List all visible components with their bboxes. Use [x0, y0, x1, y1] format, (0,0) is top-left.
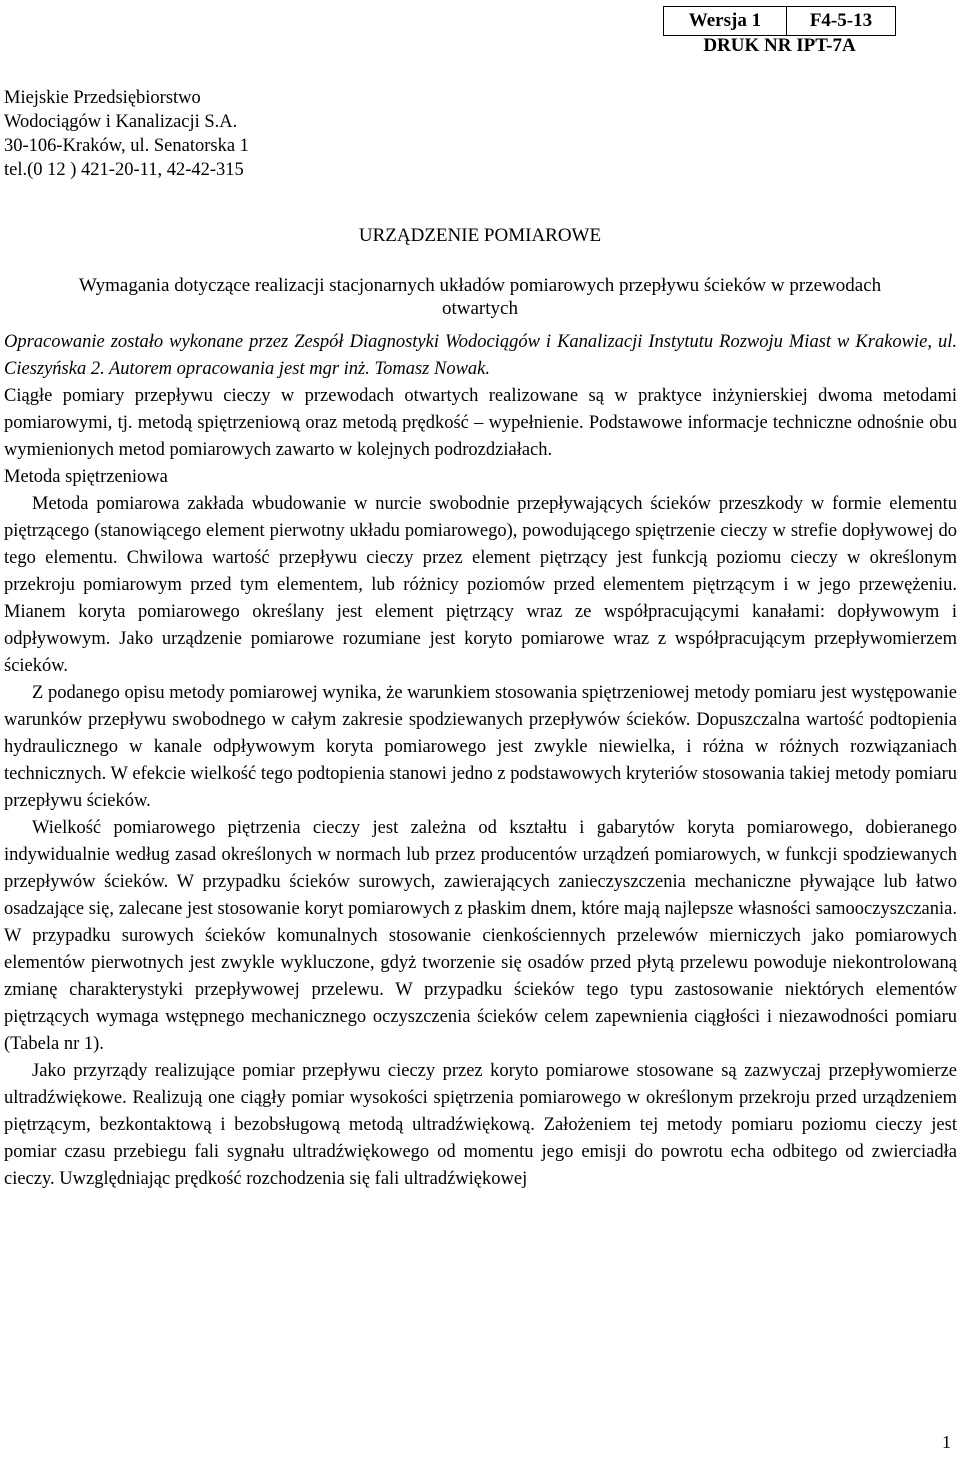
paragraph-2: Z podanego opisu metody pomiarowej wynika, że warunkiem stosowania spiętrzeniowej metody pomiaru jest występowanie warunków przepływu swobodnego w całym zakresie spodziewanych przepływów ścieków. Dopuszczalna wartość podtopienia hydraulicznego w kanale odpływowym koryta pomiarowego jest zwykle niewielka, i różna w różnych rozwiązaniach technicznych. W efekcie wielkość tego podtopienia stanowi jedno z podstawowych kryteriów stosowania takiej metody pomiaru przepływu ścieków. — [4, 683, 957, 811]
section-heading: Metoda spiętrzeniowa — [4, 467, 168, 487]
version-box — [663, 6, 896, 36]
organization-block — [4, 86, 249, 182]
version-label: Wersja 1 — [664, 7, 787, 36]
page-number: 1 — [942, 1432, 951, 1452]
document-title: URZĄDZENIE POMIAROWE — [358, 225, 602, 246]
form-number: DRUK NR IPT-7A — [703, 35, 856, 56]
org-name-line1: Miejskie Przedsiębiorstwo — [4, 88, 201, 108]
intro-italic: Opracowanie zostało wykonane przez Zespół Diagnostyki Wodociągów i Kanalizacji Instytutu Rozwoju Miast w Krakowie, ul. Cieszyńska 2. Autorem opracowania jest mgr inż. Tomasz Nowak. — [4, 332, 957, 379]
paragraph-1: Metoda pomiarowa zakłada wbudowanie w nurcie swobodnie przepływających ścieków przeszkody w formie elementu piętrzącego (stanowiącego element pierwotny układu pomiarowego), powodującego spiętrzenie cieczy w strefie dopływowej do tego elementu. Chwilowa wartość przepływu cieczy przez element piętrzący jest funkcją poziomu cieczy w określonym przekroju pomiarowym przed tym elementem, lub różnicy poziomów przed elementem piętrzącym i w jego przewężeniu. Mianem koryta pomiarowego określany jest element piętrzący wraz ze współpracującymi kanałami: dopływowym i odpływowym. Jako urządzenie pomiarowe rozumiane jest koryto pomiarowe wraz z współpracującym przepływomierzem ścieków. — [4, 494, 957, 676]
document-body — [4, 329, 957, 1193]
document-subtitle: Wymagania dotyczące realizacji stacjonarnych układów pomiarowych przepływu ścieków w przewodach otwartych — [78, 275, 882, 319]
paragraph-3: Wielkość pomiarowego piętrzenia cieczy jest zależna od kształtu i gabarytów koryta pomiarowego, dobieranego indywidualnie według zasad określonych w normach lub przez producentów urządzeń pomiarowych, w funkcji spodziewanych przepływów ścieków. W przypadku ścieków surowych, zawierających zanieczyszczenia mechaniczne pływające lub łatwo osadzające się, zalecane jest stosowanie koryt pomiarowych z płaskim dnem, które mają najlepsze własności samooczyszczania. W przypadku surowych ścieków komunalnych stosowanie cienkościennych przelewów mierniczych jako pomiarowych elementów pierwotnych jest zwykle wykluczone, gdyż tworzenie się osadów przed płytą przelewu powoduje niekontrolowaną zmianę charakterystyki przepływowej przelewu. W przypadku ścieków tego typu zastosowanie niektórych elementów piętrzących wymaga wstępnego mechanicznego oczyszczenia ścieków celem zapewnienia ciągłości i niezawodności pomiaru (Tabela nr 1). — [4, 818, 957, 1054]
intro-paragraph: Ciągłe pomiary przepływu cieczy w przewodach otwartych realizowane są w praktyce inżynierskiej dwoma metodami pomiarowymi, tj. metodą spiętrzeniową oraz metodą prędkość – wypełnienie. Podstawowe informacje techniczne odnośnie obu wymienionych metod pomiarowych zawarto w kolejnych podrozdziałach. — [4, 386, 957, 460]
org-phone: tel.(0 12 ) 421-20-11, 42-42-315 — [4, 160, 244, 180]
org-address: 30-106-Kraków, ul. Senatorska 1 — [4, 136, 249, 156]
form-code: F4-5-13 — [786, 7, 895, 36]
paragraph-4: Jako przyrządy realizujące pomiar przepływu cieczy przez koryto pomiarowe stosowane są zazwyczaj przepływomierze ultradźwiękowe. Realizują one ciągły pomiar wysokości spiętrzenia pomiarowego w określonym przekroju przed urządzeniem piętrzącym, bezkontaktową i bezobsługową metodą ultradźwiękową. Założeniem tej metody pomiaru poziomu cieczy jest pomiar czasu przebiegu fali sygnału ultradźwiękowego od momentu jego emisji do powrotu echa odbitego od zwierciadła cieczy. Uwzględniając prędkość rozchodzenia się fali ultradźwiękowej — [4, 1061, 957, 1189]
org-name-line2: Wodociągów i Kanalizacji S.A. — [4, 112, 238, 132]
